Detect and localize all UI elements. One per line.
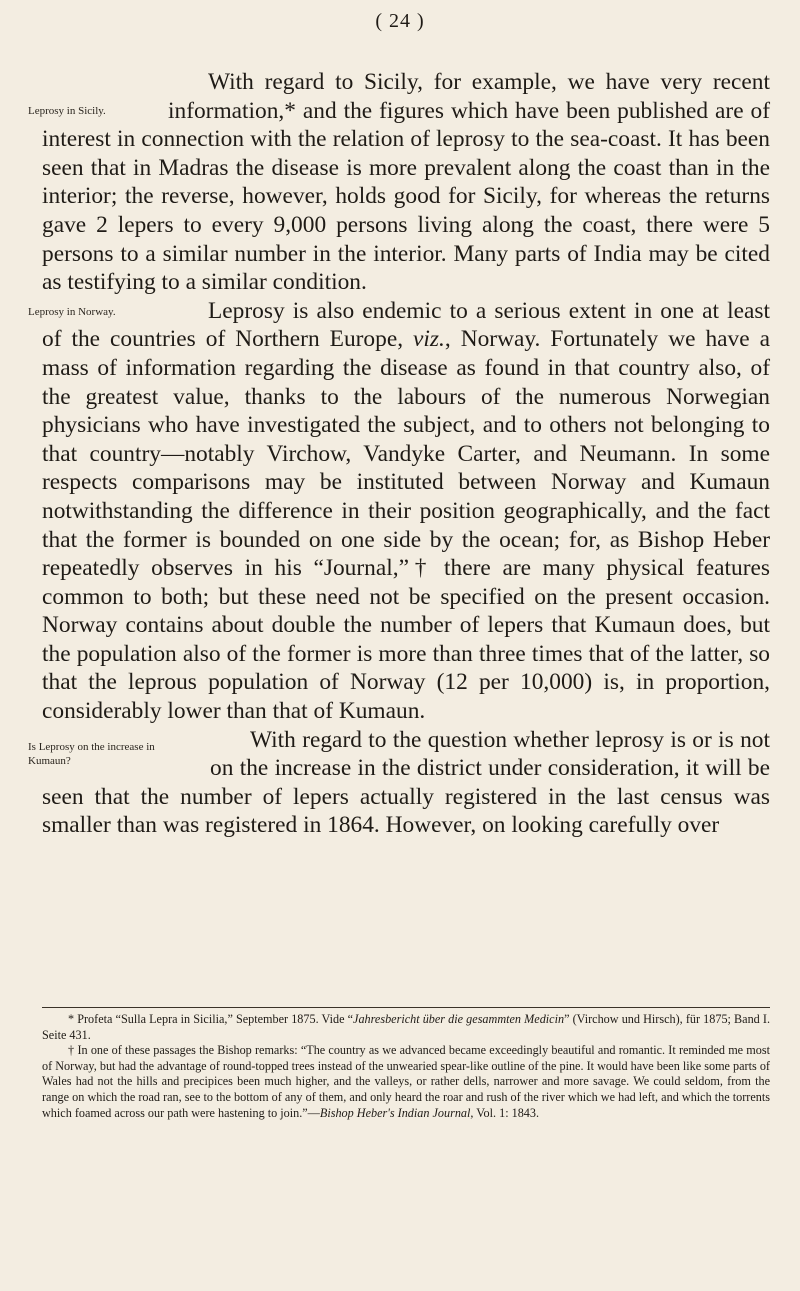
margin-note-sicily: Leprosy in Sicily. [28, 105, 106, 117]
paragraph-sicily-text: With regard to Sicily, for example, we have very recent information,* and the figures which have been published are of interest in connection with the relation of leprosy to the sea-coast. It has been seen that in Madras the disease is more prevalent along the coast than in the interior; the reverse, however, holds good for Sicily, for whereas the returns gave 2 lepers to every 9,000 persons living along the coast, there were 5 persons to a similar number in the interior. Many parts of India may be cited as testifying to a similar condition. [42, 69, 770, 296]
margin-note-norway: Leprosy in Norway. [28, 305, 116, 318]
paragraph-norway-text-a: Leprosy is also endemic to a serious extent in one at least of the countries of Northern Europe, [42, 297, 770, 353]
paragraph-norway-text-b: , Norway. Fortunately we have a mass of information regarding the disease as found in that country also, of the greatest value, thanks to the labours of the numerous Norwegian physicians who have investigated the subject, and to others not belonging to that country—notably Virchow, Vandyke Carter, and Neumann. In some respects comparisons may be instituted between Norway and Kumaun notwithstanding the difference in their position geographically, and the fact that the former is bounded on one side by the ocean; for, as Bishop Heber repeatedly observes in his “Journal,”† there are many physical features common to both; but these need not be specified on the present occasion. Norway contains about double the number of lepers that Kumaun does, but the population also of the former is more than three times that of the latter, so that the leprous population of Norway (12 per 10,000) is, in proportion, considerably lower than that of Kumaun. [42, 326, 770, 725]
paragraph-kumaun [28, 726, 770, 840]
footnote-profeta-a: * Profeta “Sulla Lepra in Sicilia,” September 1875. Vide “ [68, 1012, 354, 1026]
footnote-heber-b: Vol. 1: 1843. [473, 1105, 540, 1120]
footnote-profeta-title: Jahresbericht über die gesammten Medicin [353, 1012, 565, 1026]
paragraph-kumaun-text: With regard to the question whether leprosy is or is not on the increase in the district under consideration, it will be seen that the number of lepers actually registered in the last census was smaller than was registered in 1864. However, on looking carefully over [42, 726, 770, 839]
body-text [28, 68, 770, 840]
page-number: ( 24 ) [375, 10, 425, 32]
footnote-rule [42, 1007, 770, 1008]
paragraph-norway [28, 297, 770, 726]
paragraph-sicily [28, 68, 770, 297]
footnote-heber-a: † In one of these passages the Bishop remarks: “The country as we advanced became exceedingly beautiful and romantic. It reminded me most of Norway, but had the advantage of round-topped trees instead of the unwearied spear-like outline of the pine. It would have been like some parts of Wales had not the hills and precipices been much higher, and the valleys, or rather dells, narrower and more savage. We could seldom, from the range on which the road ran, see to the bottom of any of them, and only heard the roar and rush of the river which we had left, and which the torrents which foamed across our path were hastening to join.”— [42, 1043, 770, 1120]
footnote-heber [42, 1043, 770, 1121]
footnote-profeta [42, 1012, 770, 1043]
footnotes [42, 1012, 770, 1121]
footnote-heber-source: Bishop Heber's Indian Journal, [319, 1105, 474, 1120]
footnote-profeta-b: ” (Virchow und Hirsch), für 1875; Band I. Seite 431. [42, 1012, 770, 1042]
margin-note-kumaun: Is Leprosy on the increase in Kumaun? [28, 740, 155, 767]
paragraph-norway-viz: viz. [413, 326, 445, 353]
